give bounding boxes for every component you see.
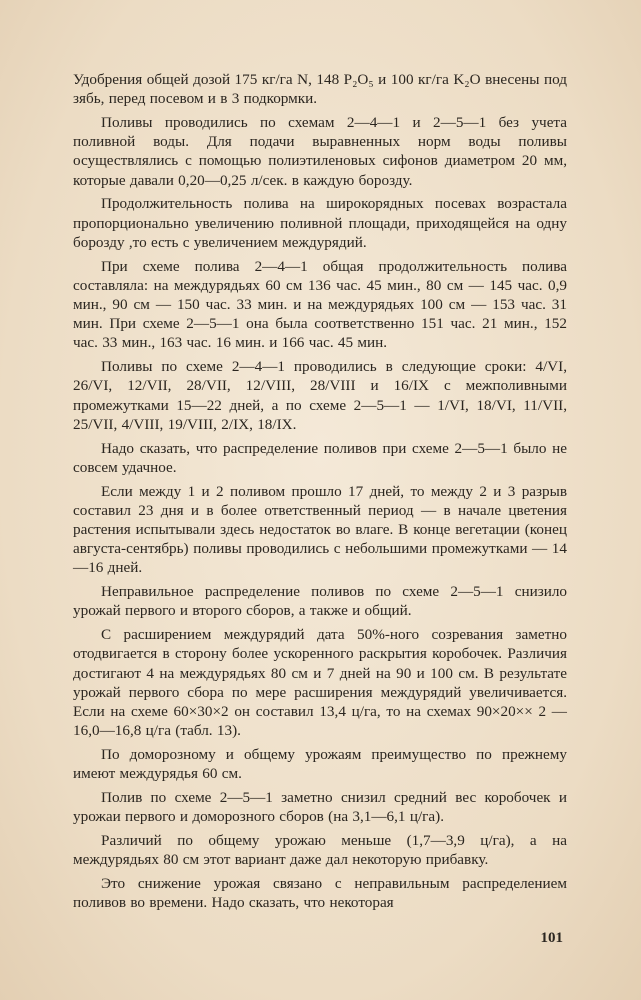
paragraph-scheme-241-duration: При схеме полива 2—4—1 общая продолжительность полива составляла: на междурядьях 60 см 136 час. 45 мин., 80 см — 145 час. 0,9 мин., 90 см — 150 час. 33 мин. и на междурядьях 100 см — 153 час. 31 мин. При схеме 2—5—1 она была соответственно 151 час. 21 мин., 152 час. 33 мин., 163 час. 16 мин. и 166 час. 45 мин.	[73, 257, 567, 352]
paragraph-total-yield-diff: Различий по общему урожаю меньше (1,7—3,9 ц/га), а на междурядьях 80 см этот вариант даже дал некоторую прибавку.	[73, 832, 567, 869]
paragraph-conclusion: Это снижение урожая связано с неправильным распределением поливов во времени. Надо сказать, что некоторая	[73, 875, 567, 912]
body-text	[73, 70, 567, 917]
paragraph-boll-weight: Полив по схеме 2—5—1 заметно снизил средний вес коробочек и урожаи первого и доморозного сборов (на 3,1—6,1 ц/га).	[73, 789, 567, 826]
page-number: 101	[540, 930, 563, 946]
paragraph-fertilizers: Удобрения общей дозой 175 кг/га N, 148 P₂O₅ и 100 кг/га K₂O внесены под зябь, перед посевом и в 3 подкормки.	[73, 71, 567, 108]
paragraph-yield-reduction: Неправильное распределение поливов по схеме 2—5—1 снизило урожай первого и второго сборов, а также и общий.	[73, 583, 567, 620]
paragraph-duration: Продолжительность полива на широкорядных посевах возрастала пропорционально увеличению поливной площади, приходящейся на одну борозду ,то есть с увеличением междурядий.	[73, 195, 567, 251]
paragraph-distribution-note: Надо сказать, что распределение поливов при схеме 2—5—1 было не совсем удачное.	[73, 439, 567, 476]
paragraph-irrigation-dates: Поливы по схеме 2—4—1 проводились в следующие сроки: 4/VI, 26/VI, 12/VII, 28/VII, 12/VIII, 28/VIII и 16/IX с межполивными промежутками 15—22 дней, а по схеме 2—5—1 — 1/VI, 18/VI, 11/VII, 25/VII, 4/VIII, 19/VIII, 2/IX, 18/IX.	[73, 358, 567, 433]
paragraph-irrigation-schemes: Поливы проводились по схемам 2—4—1 и 2—5—1 без учета поливной воды. Для подачи выравненных норм воды поливы осуществлялись с помощью полиэтиленовых сифонов диаметром 20 мм, которые давали 0,20—0,25 л/сек. в каждую борозду.	[73, 114, 567, 189]
paragraph-row-spacing-ripening: С расширением междурядий дата 50%-ного созревания заметно отодвигается в сторону более ускоренного раскрытия коробочек. Различия достигают 4 на междурядьях 80 см и 7 дней на 90 и 100 см. В результате урожай первого сбора по мере расширения междурядий увеличивается. Если на схеме 60×30×2 он составил 13,4 ц/га, то на схемах 90×20×× 2 — 16,0—16,8 ц/га (табл. 13).	[73, 626, 567, 740]
paragraph-interval-gaps: Если между 1 и 2 поливом прошло 17 дней, то между 2 и 3 разрыв составил 23 дня и в более ответственный период — в начале цветения растения испытывали здесь недостаток во влаге. В конце вегетации (конец августа-сентябрь) поливы проводились с небольшими промежутками — 14—16 дней.	[73, 482, 567, 577]
paragraph-prefrost-yield: По доморозному и общему урожаям преимущество по прежнему имеют междурядья 60 см.	[73, 746, 567, 783]
